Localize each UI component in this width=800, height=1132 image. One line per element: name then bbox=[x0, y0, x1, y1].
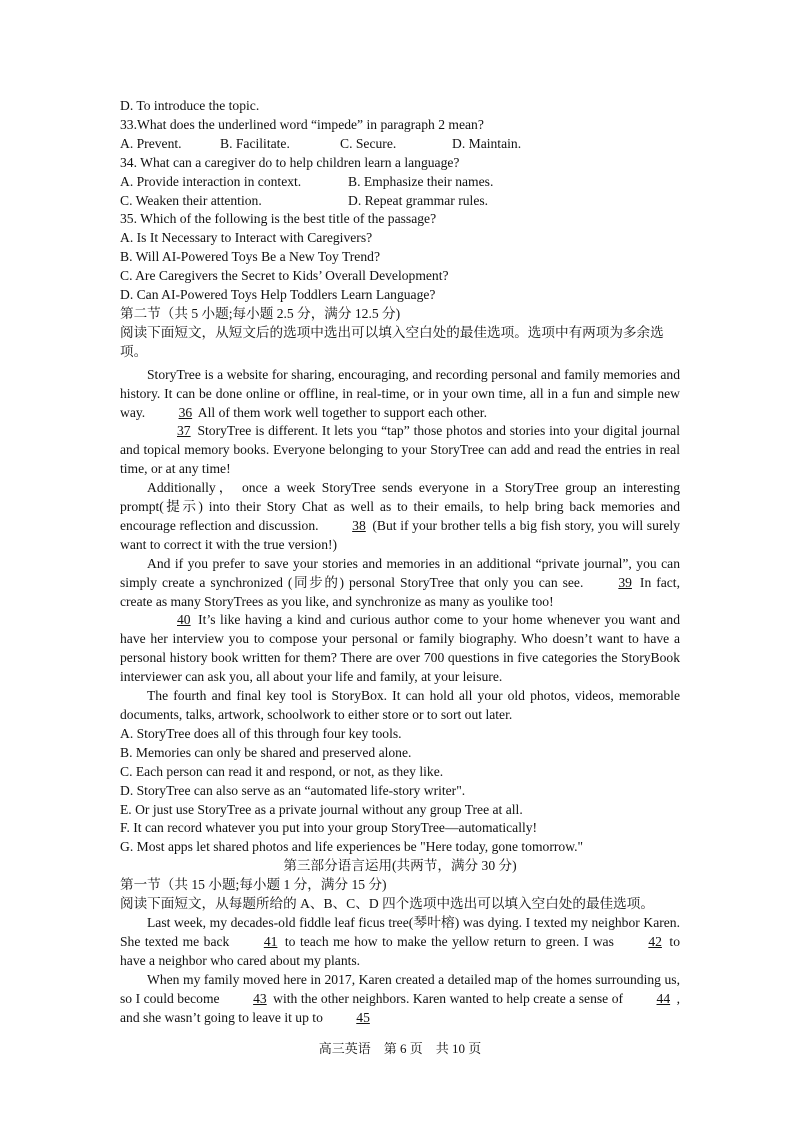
q35-option-a: A. Is It Necessary to Interact with Caregivers? bbox=[120, 230, 373, 246]
q35-option-c: C. Are Caregivers the Secret to Kids’ Overall Development? bbox=[120, 268, 449, 284]
option-c: C. Each person can read it and respond, or not, as they like. bbox=[120, 763, 444, 779]
q33-option-d: D. Maintain. bbox=[452, 135, 522, 151]
blank-43: 43 bbox=[253, 990, 267, 1006]
option-f: F. It can record whatever you put into your group StoryTree—automatically! bbox=[120, 820, 538, 836]
option-a: A. StoryTree does all of this through four key tools. bbox=[120, 725, 402, 741]
blank-40: 40 bbox=[177, 612, 191, 628]
passage-paragraph-3: Additionally， once a week StoryTree sends everyone in a StoryTree group an interesting prompt(提示) into their Story Chat as well as to their emails, to help bring back memories and encourage reflection and discussion. 38 (But if your brother tells a big fish story, you will surely want to correct it with the true version!) bbox=[120, 480, 680, 552]
passage-paragraph-5: 40 It’s like having a kind and curious author come to your home whenever you want and have her interview you to compose your personal or family biography. Who doesn’t want to have a personal history book written for them? There are over 700 questions in five categories the StoryBook interviewer can ask you, all about your life and family, at your leisure. bbox=[120, 612, 680, 685]
blank-44: 44 bbox=[656, 990, 671, 1006]
blank-41: 41 bbox=[263, 933, 278, 949]
blank-45: 45 bbox=[356, 1009, 370, 1025]
q32-option-d: D. To introduce the topic. bbox=[120, 98, 260, 113]
q34-option-a: A. Provide interaction in context. bbox=[120, 173, 302, 189]
q33-option-a: A. Prevent. bbox=[120, 135, 182, 151]
passage-paragraph-4: And if you prefer to save your stories and memories in an additional “private journal”, you can simply create a synchronized (同步的) personal StoryTree that only you can see. 39 In fact, create as many StoryTrees as you like, and synchronize as many as youlike too! bbox=[120, 555, 680, 609]
q35-stem: 35. Which of the following is the best title of the passage? bbox=[120, 211, 437, 227]
passage-paragraph-1: StoryTree is a website for sharing, encouraging, and recording personal and family memories and history. It can be done online or offline, in real-time, or in your own time, all in a fun and simple new way. 36 All of them work well together to support each other. bbox=[120, 366, 680, 423]
q35-option-b: B. Will AI-Powered Toys Be a New Toy Trend? bbox=[120, 249, 380, 265]
q34-option-d: D. Repeat grammar rules. bbox=[348, 192, 489, 208]
q33-options bbox=[120, 135, 680, 154]
q34-option-b: B. Emphasize their names. bbox=[348, 173, 494, 189]
passage-paragraph-2: 37 StoryTree is different. It lets you “tap” those photos and stories into your digital journal and topical memory books. Everyone belonging to your StoryTree can add and read the entries in real time, or at any time! bbox=[120, 423, 680, 477]
blank-39: 39 bbox=[618, 574, 632, 590]
blank-36: 36 bbox=[178, 404, 193, 420]
cloze-paragraph-2: When my family moved here in 2017, Karen created a detailed map of the homes surrounding us, so I could become 43 with the other neighbors. Karen wanted to help create a sense of 44 , and she wasn’t going to leave it up to 45 bbox=[120, 971, 680, 1028]
option-b: B. Memories can only be shared and preserved alone. bbox=[120, 744, 412, 760]
blank-37: 37 bbox=[177, 423, 191, 439]
part3-section1-heading: 第一节（共 15 小题;每小题 1 分，满分 15 分) bbox=[120, 877, 387, 893]
blank-42: 42 bbox=[648, 933, 662, 949]
option-d: D. StoryTree can also serve as an “automated life-story writer". bbox=[120, 782, 466, 798]
option-e: E. Or just use StoryTree as a private journal without any group Tree at all. bbox=[120, 801, 523, 817]
page-footer: 高三英语 第 6 页 共 10 页 bbox=[318, 1041, 482, 1056]
q34-options-row1 bbox=[120, 173, 680, 192]
exam-page bbox=[120, 97, 680, 1027]
blank-38: 38 bbox=[352, 517, 366, 533]
section2-heading: 第二节（共 5 小题;每小题 2.5 分，满分 12.5 分) bbox=[120, 305, 401, 321]
q35-option-d: D. Can AI-Powered Toys Help Toddlers Learn Language? bbox=[120, 287, 436, 303]
option-g: G. Most apps let shared photos and life experiences be "Here today, gone tomorrow." bbox=[120, 839, 584, 855]
passage-paragraph-6: The fourth and final key tool is StoryBox. It can hold all your old photos, videos, memorable documents, talks, artwork, schoolwork to either store or to sort out later. bbox=[120, 688, 680, 722]
q34-stem: 34. What can a caregiver do to help children learn a language? bbox=[120, 154, 460, 170]
part3-heading: 第三部分语言运用(共两节，满分 30 分) bbox=[283, 858, 517, 874]
q33-option-b: B. Facilitate. bbox=[220, 135, 290, 151]
section2-instruction: 阅读下面短文，从短文后的选项中选出可以填入空白处的最佳选项。选项中有两项为多余选项。 bbox=[120, 324, 664, 359]
cloze-paragraph-1: Last week, my decades-old fiddle leaf ficus tree(琴叶榕) was dying. I texted my neighbor Karen. She texted me back 41 to teach me how to make the yellow return to green. I was 42 to have a neighbor who cared about my plants. bbox=[120, 914, 680, 968]
q34-options-row2 bbox=[120, 192, 680, 211]
part3-instruction: 阅读下面短文，从每题所给的 A、B、C、D 四个选项中选出可以填入空白处的最佳选项。 bbox=[120, 896, 654, 912]
q33-stem: 33.What does the underlined word “impede” in paragraph 2 mean? bbox=[120, 116, 484, 132]
q33-option-c: C. Secure. bbox=[340, 135, 397, 151]
q34-option-c: C. Weaken their attention. bbox=[120, 192, 262, 208]
